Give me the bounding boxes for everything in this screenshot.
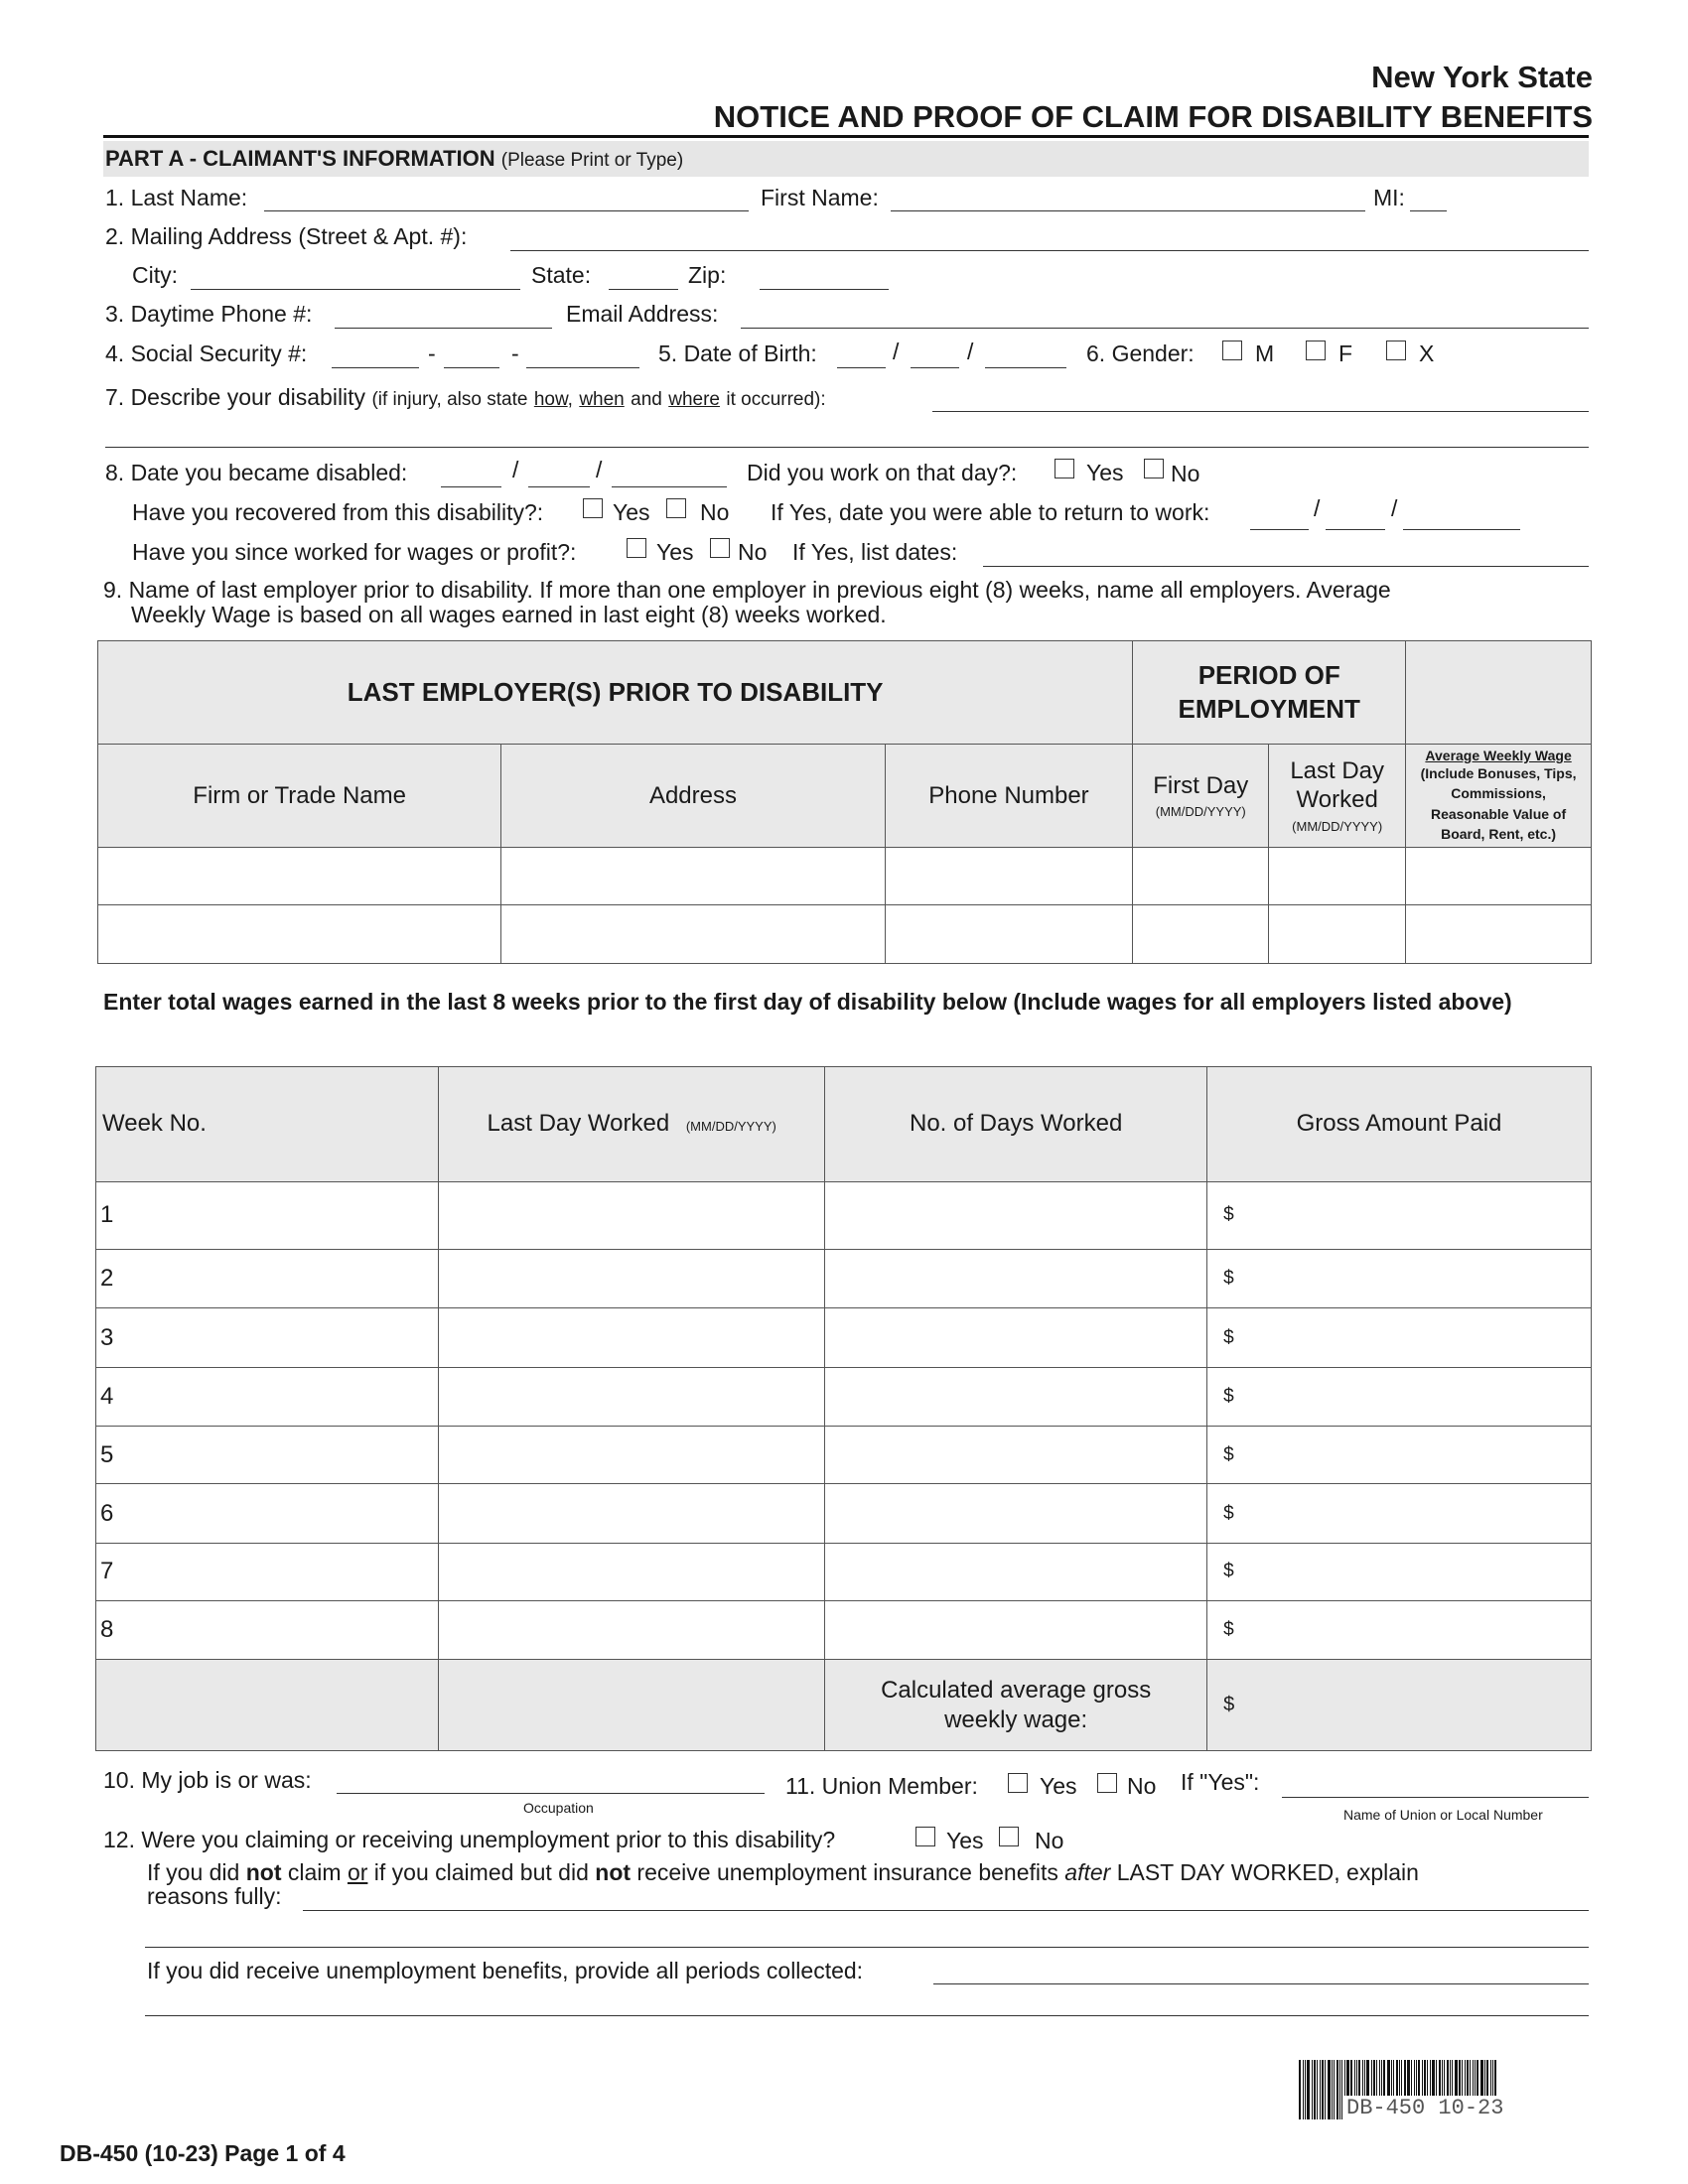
q9-line2: Weekly Wage is based on all wages earned in last eight (8) weeks worked. <box>131 602 887 627</box>
explain-not: not <box>245 1859 282 1885</box>
first-day-cell[interactable] <box>1133 848 1269 905</box>
gross-amount-cell[interactable] <box>1207 1601 1592 1660</box>
ssn-part1-field[interactable] <box>332 367 419 368</box>
barcode-bar <box>1299 2060 1301 2119</box>
barcode-bar <box>1312 2060 1313 2119</box>
dob-slash: / <box>893 339 900 364</box>
barcode-bar <box>1322 2060 1324 2119</box>
q7-when: when <box>579 389 625 410</box>
barcode-bar <box>1320 2060 1321 2119</box>
days-worked-cell[interactable] <box>825 1601 1207 1660</box>
state-label: State: <box>531 262 592 288</box>
wage-rows <box>96 1181 1592 1660</box>
email-label: Email Address: <box>566 301 719 327</box>
gender-f-label: F <box>1338 341 1353 366</box>
currency-symbol: $ <box>1223 1619 1234 1641</box>
job-label: 10. My job is or was: <box>103 1767 312 1793</box>
form-title: NOTICE AND PROOF OF CLAIM FOR DISABILITY BENEFITS <box>713 99 1593 134</box>
gross-amount-cell[interactable] <box>1207 1250 1592 1308</box>
last-day-worked-cell[interactable] <box>439 1367 825 1426</box>
week-number-cell: 2 <box>96 1250 439 1308</box>
work-that-day-no-label: No <box>1171 461 1200 486</box>
date-slash: / <box>512 457 519 482</box>
ssn-dash: - <box>511 341 519 366</box>
calculated-average-label: Calculated average gross weekly wage: <box>825 1660 1207 1751</box>
explain-e: LAST DAY WORKED, explain <box>1116 1859 1419 1885</box>
date-disabled-year-field[interactable] <box>612 486 727 487</box>
mi-field[interactable] <box>1410 210 1447 211</box>
part-a-title: PART A - CLAIMANT'S INFORMATION <box>105 146 495 171</box>
wages-instructions: Enter total wages earned in the last 8 weeks prior to the first day of disability below (Include wages for all employers listed above) <box>103 989 1512 1015</box>
wage-row <box>96 1250 1592 1308</box>
last-day-worked-cell[interactable] <box>439 1181 825 1249</box>
days-worked-header: No. of Days Worked <box>825 1067 1207 1182</box>
last-day-header <box>1269 745 1406 848</box>
reasons-field[interactable] <box>303 1910 1589 1911</box>
wage-row <box>96 1308 1592 1367</box>
state-field[interactable] <box>609 289 678 290</box>
reasons-label: reasons fully: <box>147 1883 282 1909</box>
city-label: City: <box>132 262 178 288</box>
explain-c: if you claimed but did <box>373 1859 589 1885</box>
recovered-yes-checkbox[interactable] <box>583 498 603 518</box>
mailing-address-label: 2. Mailing Address (Street & Apt. #): <box>105 223 468 249</box>
week-number-cell: 8 <box>96 1601 439 1660</box>
currency-symbol: $ <box>1223 1502 1234 1524</box>
days-worked-cell[interactable] <box>825 1181 1207 1249</box>
avg-wage-cell[interactable] <box>1406 848 1592 905</box>
first-name-field[interactable] <box>891 210 1365 211</box>
q7-how: how <box>533 389 568 410</box>
periods-field[interactable] <box>933 1983 1589 1984</box>
first-day-format: (MM/DD/YYYY) <box>1155 804 1246 819</box>
periods-field-2[interactable] <box>145 2015 1589 2016</box>
wage-last-day-label: Last Day Worked <box>487 1110 670 1138</box>
week-number-cell: 1 <box>96 1181 439 1249</box>
ssn-label: 4. Social Security #: <box>105 341 308 366</box>
last-day-worked-cell[interactable] <box>439 1601 825 1660</box>
q7-text: 7. Describe your disability <box>105 384 366 410</box>
employer-row <box>98 905 1592 964</box>
period-of-employment-header: PERIOD OF EMPLOYMENT <box>1133 641 1406 745</box>
ssn-dash: - <box>428 341 436 366</box>
return-year-field[interactable] <box>1403 529 1520 530</box>
employer-row <box>98 848 1592 905</box>
currency-symbol: $ <box>1223 1268 1234 1290</box>
wage-row <box>96 1484 1592 1543</box>
return-day-field[interactable] <box>1326 529 1385 530</box>
phone-cell[interactable] <box>885 848 1133 905</box>
wage-row <box>96 1427 1592 1484</box>
currency-symbol: $ <box>1223 1326 1234 1348</box>
q7-comma: , <box>567 389 573 410</box>
barcode-text: DB-450 10-23 <box>1342 2096 1507 2120</box>
gross-amount-cell[interactable] <box>1207 1181 1592 1249</box>
weekly-wage-table <box>95 1066 1592 1751</box>
list-dates-label: If Yes, list dates: <box>792 539 958 565</box>
wage-row <box>96 1367 1592 1426</box>
gross-amount-cell[interactable] <box>1207 1367 1592 1426</box>
unemployment-yes-label: Yes <box>946 1828 984 1853</box>
first-day-header <box>1133 745 1269 848</box>
gross-amount-cell[interactable] <box>1207 1308 1592 1367</box>
worked-since-label: Have you since worked for wages or profit?: <box>132 539 577 565</box>
return-date-label: If Yes, date you were able to return to work: <box>771 499 1210 525</box>
employer-table-main-header: LAST EMPLOYER(S) PRIOR TO DISABILITY <box>98 641 1133 745</box>
union-yes-checkbox[interactable] <box>1008 1773 1028 1793</box>
avg-weekly-wage-title: Average Weekly Wage <box>1425 747 1572 763</box>
barcode-bar <box>1334 2060 1335 2119</box>
gross-amount-cell[interactable] <box>1207 1484 1592 1543</box>
q7-note-end: it occurred): <box>726 389 826 410</box>
union-no-checkbox[interactable] <box>1097 1773 1117 1793</box>
dob-year-field[interactable] <box>985 367 1066 368</box>
dob-day-field[interactable] <box>911 367 959 368</box>
occupation-caption: Occupation <box>523 1800 594 1816</box>
date-disabled-day-field[interactable] <box>528 486 590 487</box>
gender-x-checkbox[interactable] <box>1386 341 1406 360</box>
phone-label: 3. Daytime Phone #: <box>105 301 313 327</box>
gender-m-checkbox[interactable] <box>1222 341 1242 360</box>
last-day-worked-cell[interactable] <box>439 1308 825 1367</box>
recovered-no-label: No <box>700 499 730 525</box>
unemployment-yes-checkbox[interactable] <box>915 1827 935 1846</box>
gender-f-checkbox[interactable] <box>1306 341 1326 360</box>
union-yes-label: Yes <box>1040 1773 1077 1799</box>
employer-table-blank-header <box>1406 641 1592 745</box>
currency-symbol: $ <box>1223 1561 1234 1582</box>
unemployment-explain-text <box>147 1861 1419 1884</box>
avg-weekly-wage-header <box>1406 745 1592 848</box>
worked-since-yes-checkbox[interactable] <box>627 538 646 558</box>
last-day-worked-cell[interactable] <box>439 1484 825 1543</box>
last-name-label: 1. Last Name: <box>105 185 248 210</box>
email-field[interactable] <box>741 328 1589 329</box>
wage-row <box>96 1181 1592 1249</box>
week-number-cell: 4 <box>96 1367 439 1426</box>
days-worked-cell[interactable] <box>825 1308 1207 1367</box>
calculated-average-cell[interactable] <box>1207 1660 1592 1751</box>
days-worked-cell[interactable] <box>825 1427 1207 1484</box>
week-number-cell: 7 <box>96 1543 439 1600</box>
wage-last-day-format: (MM/DD/YYYY) <box>685 1119 776 1135</box>
gross-amount-cell[interactable] <box>1207 1427 1592 1484</box>
recovered-label: Have you recovered from this disability?: <box>132 499 544 525</box>
work-that-day-yes-checkbox[interactable] <box>1055 459 1074 478</box>
gender-m-label: M <box>1255 341 1275 366</box>
week-no-header: Week No. <box>96 1067 439 1182</box>
gross-amount-header: Gross Amount Paid <box>1207 1067 1592 1182</box>
union-no-label: No <box>1127 1773 1157 1799</box>
form-id-footer: DB-450 (10-23) Page 1 of 4 <box>60 2140 346 2166</box>
currency-symbol: $ <box>1223 1204 1234 1226</box>
worked-since-yes-label: Yes <box>656 539 694 565</box>
disability-description-field-2[interactable] <box>105 447 1589 448</box>
last-day-worked-cell[interactable] <box>439 1543 825 1600</box>
wage-last-day-header <box>439 1067 825 1182</box>
dob-slash: / <box>967 339 974 364</box>
periods-label: If you did receive unemployment benefits, provide all periods collected: <box>147 1958 864 1983</box>
barcode-bar <box>1325 2060 1326 2119</box>
phone-field[interactable] <box>335 328 552 329</box>
dob-label: 5. Date of Birth: <box>658 341 817 366</box>
date-slash: / <box>596 457 603 482</box>
recovered-yes-label: Yes <box>613 499 650 525</box>
union-if-yes-label: If "Yes": <box>1181 1769 1260 1795</box>
explain-or: or <box>347 1859 368 1885</box>
last-day-worked-cell[interactable] <box>439 1250 825 1308</box>
worked-since-no-label: No <box>738 539 768 565</box>
disability-description-field[interactable] <box>932 411 1589 412</box>
firm-name-cell[interactable] <box>98 905 501 964</box>
unemployment-question: 12. Were you claiming or receiving unemployment prior to this disability? <box>103 1827 836 1852</box>
gender-label: 6. Gender: <box>1086 341 1195 366</box>
explain-b: claim <box>287 1859 342 1885</box>
barcode-bar <box>1305 2060 1306 2119</box>
unemployment-no-checkbox[interactable] <box>999 1827 1019 1846</box>
worked-since-no-checkbox[interactable] <box>710 538 730 558</box>
barcode-bar <box>1307 2060 1310 2119</box>
last-name-field[interactable] <box>264 210 749 211</box>
barcode-bar <box>1303 2060 1304 2119</box>
unemployment-no-label: No <box>1035 1828 1064 1853</box>
union-name-caption: Name of Union or Local Number <box>1343 1807 1543 1823</box>
last-day-cell[interactable] <box>1269 905 1406 964</box>
date-slash: / <box>1314 495 1321 521</box>
recovered-no-checkbox[interactable] <box>666 498 686 518</box>
firm-name-header: Firm or Trade Name <box>98 745 501 848</box>
first-day-cell[interactable] <box>1133 905 1269 964</box>
avg-weekly-wage-note: (Include Bonuses, Tips, Commissions, Reasonable Value of Board, Rent, etc.) <box>1420 764 1577 842</box>
explain-not: not <box>595 1859 632 1885</box>
address-header: Address <box>501 745 885 848</box>
q7-where: where <box>668 389 720 410</box>
union-member-label: 11. Union Member: <box>785 1773 978 1799</box>
barcode-bar <box>1314 2060 1316 2119</box>
work-that-day-no-checkbox[interactable] <box>1144 459 1164 478</box>
employer-table <box>97 640 1592 964</box>
avg-wage-cell[interactable] <box>1406 905 1592 964</box>
address-cell[interactable] <box>501 848 885 905</box>
calc-blank-cell <box>96 1660 439 1751</box>
part-a-note: (Please Print or Type) <box>500 150 684 171</box>
part-a-heading <box>105 148 683 170</box>
barcode-bar <box>1339 2060 1340 2119</box>
calc-blank-cell <box>439 1660 825 1751</box>
zip-label: Zip: <box>688 262 727 288</box>
mi-label: MI: <box>1373 185 1405 210</box>
first-name-label: First Name: <box>761 185 879 210</box>
date-slash: / <box>1391 495 1398 521</box>
state-heading: New York State <box>1371 60 1593 94</box>
firm-name-cell[interactable] <box>98 848 501 905</box>
explain-d: receive unemployment insurance benefits <box>636 1859 1058 1885</box>
mailing-address-field[interactable] <box>510 250 1589 251</box>
days-worked-cell[interactable] <box>825 1367 1207 1426</box>
q7-note: (if injury, also state <box>371 389 528 410</box>
last-day-cell[interactable] <box>1269 848 1406 905</box>
barcode-bar <box>1332 2060 1333 2119</box>
currency-symbol: $ <box>1223 1385 1234 1407</box>
days-worked-cell[interactable] <box>825 1543 1207 1600</box>
explain-after: after <box>1064 1859 1111 1885</box>
reasons-field-2[interactable] <box>145 1947 1589 1948</box>
last-day-format: (MM/DD/YYYY) <box>1292 818 1383 834</box>
gender-x-label: X <box>1419 341 1435 366</box>
barcode-bar <box>1317 2060 1318 2119</box>
barcode-bar <box>1336 2060 1338 2119</box>
last-day-label: Last Day Worked <box>1290 757 1385 813</box>
currency-symbol: $ <box>1223 1694 1235 1716</box>
ssn-part3-field[interactable] <box>526 367 639 368</box>
explain-a: If you did <box>147 1859 240 1885</box>
zip-field[interactable] <box>760 289 889 290</box>
first-day-label: First Day <box>1153 772 1249 799</box>
union-name-field[interactable] <box>1282 1797 1589 1798</box>
list-dates-field[interactable] <box>983 566 1589 567</box>
barcode-bar <box>1328 2060 1331 2119</box>
dob-month-field[interactable] <box>837 367 886 368</box>
gross-amount-cell[interactable] <box>1207 1543 1592 1600</box>
week-number-cell: 3 <box>96 1308 439 1367</box>
ssn-part2-field[interactable] <box>444 367 499 368</box>
last-day-worked-cell[interactable] <box>439 1427 825 1484</box>
q9-line1: 9. Name of last employer prior to disability. If more than one employer in previous eight (8) weeks, name all employers. Average <box>103 577 1391 603</box>
wage-row <box>96 1543 1592 1600</box>
city-field[interactable] <box>191 289 520 290</box>
currency-symbol: $ <box>1223 1443 1234 1465</box>
q7-and: and <box>631 389 662 410</box>
date-disabled-month-field[interactable] <box>441 486 501 487</box>
week-number-cell: 6 <box>96 1484 439 1543</box>
return-month-field[interactable] <box>1250 529 1309 530</box>
days-worked-cell[interactable] <box>825 1250 1207 1308</box>
work-that-day-label: Did you work on that day?: <box>747 460 1018 485</box>
days-worked-cell[interactable] <box>825 1484 1207 1543</box>
wage-row <box>96 1601 1592 1660</box>
occupation-field[interactable] <box>337 1793 765 1794</box>
disability-description-label <box>105 386 826 409</box>
header-rule <box>103 135 1589 138</box>
phone-cell[interactable] <box>885 905 1133 964</box>
work-that-day-yes-label: Yes <box>1086 460 1124 485</box>
address-cell[interactable] <box>501 905 885 964</box>
phone-number-header: Phone Number <box>885 745 1133 848</box>
date-disabled-label: 8. Date you became disabled: <box>105 460 408 485</box>
week-number-cell: 5 <box>96 1427 439 1484</box>
